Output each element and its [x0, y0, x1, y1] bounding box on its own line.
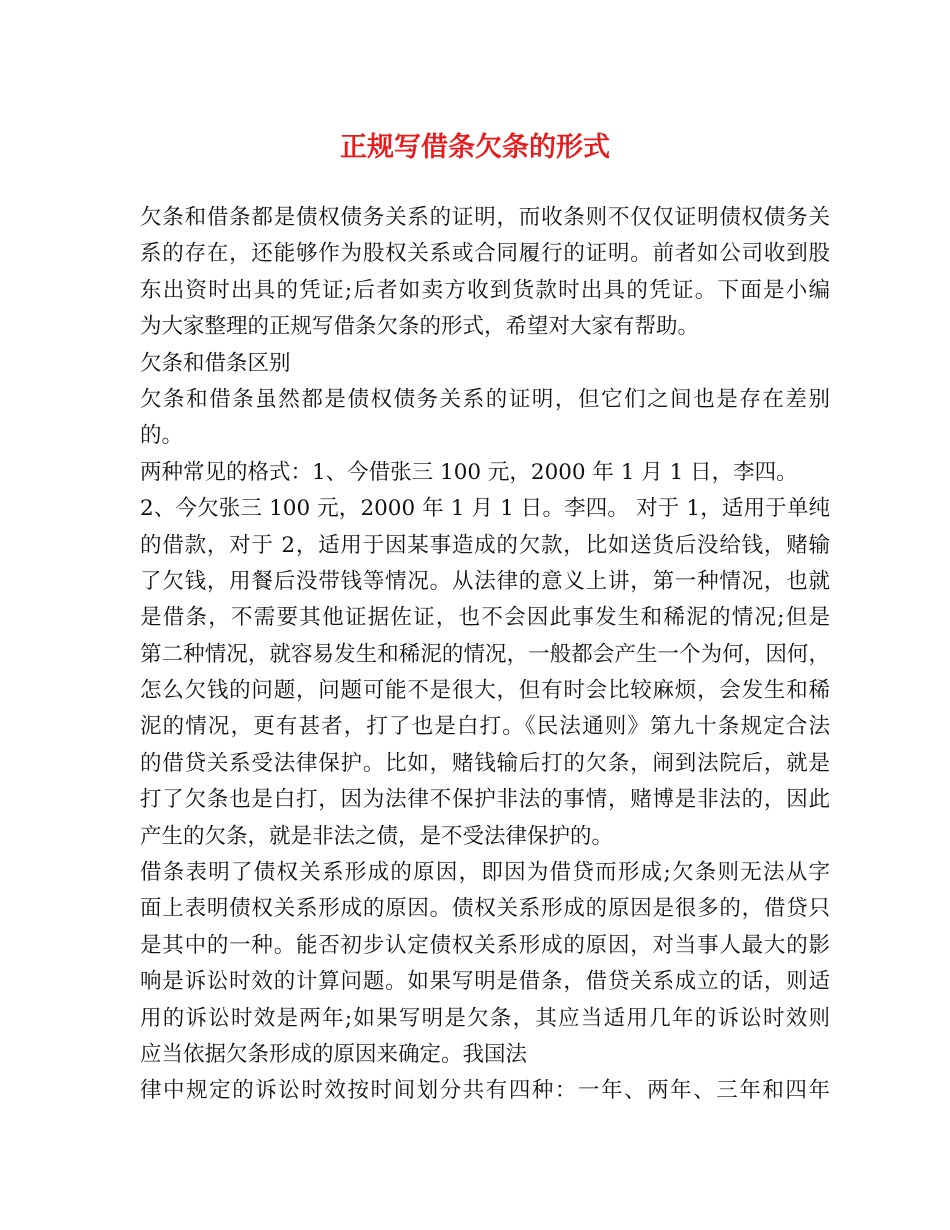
text-line: 产生的欠条，就是非法之债，是不受法律保护的。: [140, 823, 614, 849]
text-line: 第二种情况，就容易发生和稀泥的情况，一般都会产生一个为何，因何，: [140, 641, 830, 667]
text-line: 泥的情况，更有甚者，打了也是白打。《民法通则》第九十条规定合法: [140, 714, 830, 740]
text-line: 两种常见的格式：1、今借张三 100 元，2000 年 1 月 1 日，李四。: [140, 459, 798, 485]
text-line: 律中规定的诉讼时效按时间划分共有四种：一年、两年、三年和四年: [140, 1078, 830, 1104]
text-line: 欠条和借条都是债权债务关系的证明，而收条则不仅仅证明债权债务关: [140, 205, 830, 230]
text-line: 借条表明了债权关系形成的原因，即因为借贷而形成;欠条则无法从字: [140, 860, 830, 886]
text-line: 用的诉讼时效是两年;如果写明是欠条，其应当适用几年的诉讼时效则: [140, 1005, 830, 1031]
text-line: 欠条和借条虽然都是债权债务关系的证明，但它们之间也是存在差别: [140, 386, 830, 412]
text-line: 是借条，不需要其他证据佐证，也不会因此事发生和稀泥的情况;但是: [140, 605, 830, 631]
text-line: 为大家整理的正规写借条欠条的形式，希望对大家有帮助。: [140, 314, 700, 340]
document-body: [140, 200, 830, 1110]
text-line: 系的存在，还能够作为股权关系或合同履行的证明。前者如公司收到股: [140, 241, 830, 267]
text-line: 是其中的一种。能否初步认定债权关系形成的原因，对当事人最大的影: [140, 932, 830, 958]
text-line: 响是诉讼时效的计算问题。如果写明是借条，借贷关系成立的话，则适: [140, 969, 830, 995]
text-line: 应当依据欠条形成的原因来确定。我国法: [140, 1041, 528, 1067]
text-line: 的。: [140, 423, 184, 449]
text-line: 的借贷关系受法律保护。比如，赌钱输后打的欠条，闹到法院后，就是: [140, 750, 830, 776]
text-line: 面上表明债权关系形成的原因。债权关系形成的原因是很多的，借贷只: [140, 896, 830, 922]
document-title: 正规写借条欠条的形式: [340, 132, 610, 163]
text-line: 东出资时出具的凭证;后者如卖方收到货款时出具的凭证。下面是小编: [140, 277, 830, 303]
text-line: 2、今欠张三 100 元，2000 年 1 月 1 日。李四。 对于 1，适用于单纯: [140, 496, 830, 522]
text-line: 的借款，对于 2，适用于因某事造成的欠款，比如送货后没给钱，赌输: [140, 532, 830, 558]
text-line: 怎么欠钱的问题，问题可能不是很大，但有时会比较麻烦，会发生和稀: [140, 678, 830, 704]
text-line: 打了欠条也是白打，因为法律不保护非法的事情，赌博是非法的，因此: [140, 787, 830, 813]
text-line: 了欠钱，用餐后没带钱等情况。从法律的意义上讲，第一种情况，也就: [140, 568, 830, 594]
text-line: 欠条和借条区别: [140, 350, 291, 376]
